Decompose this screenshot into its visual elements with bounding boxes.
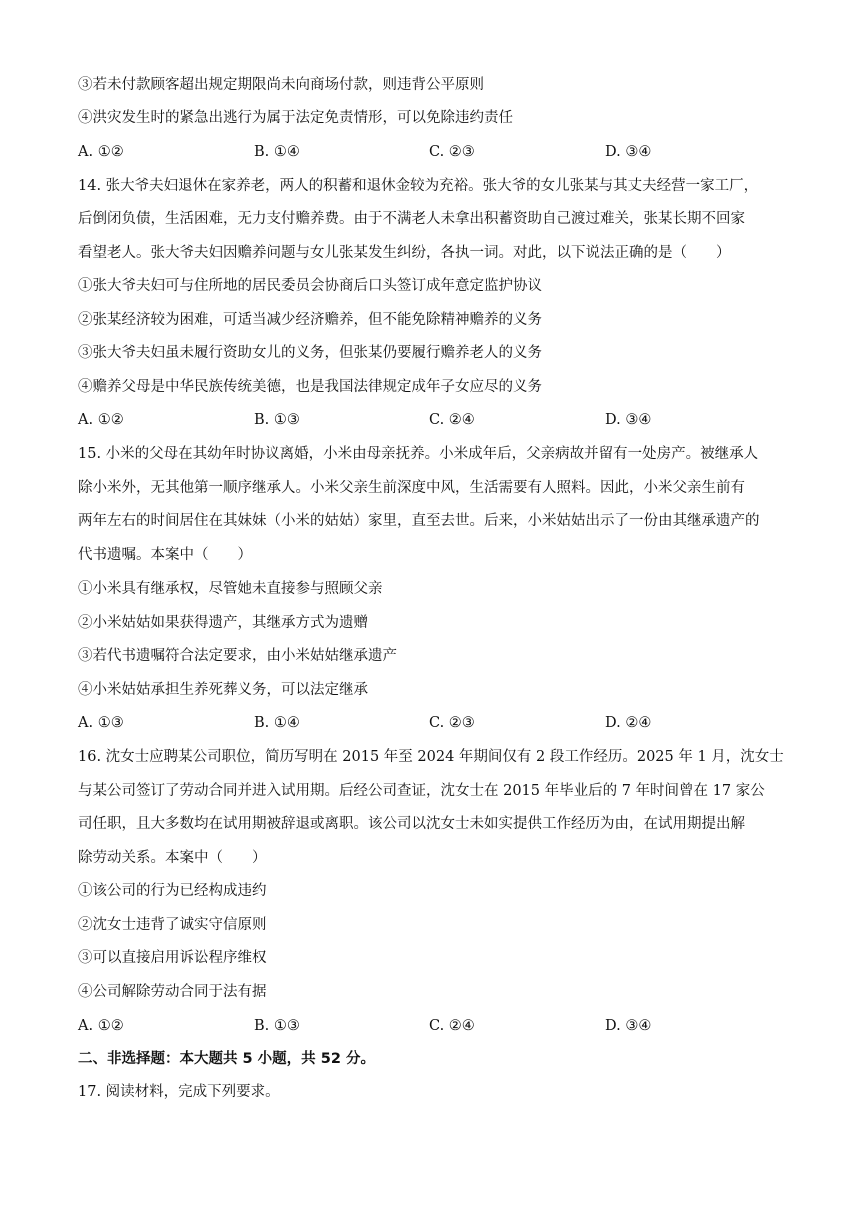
- q14-statement-1: ①张大爷夫妇可与住所地的居民委员会协商后口头签订成年意定监护协议: [78, 278, 542, 294]
- q16-option-a[interactable]: A. ①②: [78, 1018, 124, 1034]
- q14-option-d[interactable]: D. ③④: [605, 412, 652, 428]
- q17-prompt: 17. 阅读材料，完成下列要求。: [78, 1084, 280, 1100]
- q16-statement-4: ④公司解除劳动合同于法有据: [78, 984, 267, 1000]
- q16-statement-3: ③可以直接启用诉讼程序维权: [78, 950, 267, 966]
- q14-option-b[interactable]: B. ①③: [254, 412, 300, 428]
- q15-stem-line-3: 两年左右的时间居住在其妹妹（小米的姑姑）家里，直至去世。后来，小米姑姑出示了一份由其继承遗产的: [78, 513, 760, 529]
- q15-stem-line-4: 代书遗嘱。本案中（ ）: [78, 547, 252, 563]
- q16-option-c[interactable]: C. ②④: [429, 1018, 475, 1034]
- q14-option-a[interactable]: A. ①②: [78, 412, 124, 428]
- q15-option-c[interactable]: C. ②③: [429, 715, 475, 731]
- q14-statement-3: ③张大爷夫妇虽未履行资助女儿的义务，但张某仍要履行赡养老人的义务: [78, 345, 542, 361]
- q15-statement-2: ②小米姑姑如果获得遗产，其继承方式为遗赠: [78, 615, 368, 631]
- q15-statement-4: ④小米姑姑承担生养死葬义务，可以法定继承: [78, 682, 368, 698]
- q16-statement-1: ①该公司的行为已经构成违约: [78, 883, 267, 899]
- q15-stem-line-1: 15. 小米的父母在其幼年时协议离婚，小米由母亲抚养。小米成年后，父亲病故并留有一处房产。被继承人: [78, 446, 759, 462]
- q16-stem-line-2: 与某公司签订了劳动合同并进入试用期。后经公司查证，沈女士在 2015 年毕业后的 7 年时间曾在 17 家公: [78, 783, 765, 799]
- q16-stem-line-4: 除劳动关系。本案中（ ）: [78, 850, 267, 866]
- q13-statement-4: ④洪灾发生时的紧急出逃行为属于法定免责情形，可以免除违约责任: [78, 110, 513, 126]
- q15-options: [78, 713, 798, 733]
- q15-option-d[interactable]: D. ②④: [605, 715, 652, 731]
- q14-stem-line-3: 看望老人。张大爷夫妇因赡养问题与女儿张某发生纠纷，各执一词。对此，以下说法正确的是（ ）: [78, 245, 731, 261]
- q14-stem-line-2: 后倒闭负债，生活困难，无力支付赡养费。由于不满老人未拿出积蓄资助自己渡过难关，张某长期不回家: [78, 211, 745, 227]
- q16-stem-line-3: 司任职，且大多数均在试用期被辞退或离职。该公司以沈女士未如实提供工作经历为由，在试用期提出解: [78, 816, 745, 832]
- q14-statement-4: ④赡养父母是中华民族传统美德，也是我国法律规定成年子女应尽的义务: [78, 379, 542, 395]
- q16-option-d[interactable]: D. ③④: [605, 1018, 652, 1034]
- q14-option-c[interactable]: C. ②④: [429, 412, 475, 428]
- q14-stem-line-1: 14. 张大爷夫妇退休在家养老，两人的积蓄和退休金较为充裕。张大爷的女儿张某与其丈夫经营一家工厂，: [78, 178, 759, 194]
- q16-stem-line-1: 16. 沈女士应聘某公司职位，简历写明在 2015 年至 2024 年期间仅有 2 段工作经历。2025 年 1 月，沈女士: [78, 749, 784, 765]
- q15-option-b[interactable]: B. ①④: [254, 715, 300, 731]
- q13-options: [78, 142, 798, 162]
- q16-option-b[interactable]: B. ①③: [254, 1018, 300, 1034]
- section-2-heading: 二、非选择题：本大题共 5 小题，共 52 分。: [78, 1051, 375, 1067]
- q15-stem-line-2: 除小米外，无其他第一顺序继承人。小米父亲生前深度中风，生活需要有人照料。因此，小米父亲生前有: [78, 480, 745, 496]
- q16-statement-2: ②沈女士违背了诚实守信原则: [78, 917, 267, 933]
- q14-statement-2: ②张某经济较为困难，可适当减少经济赡养，但不能免除精神赡养的义务: [78, 312, 542, 328]
- q13-option-a[interactable]: A. ①②: [78, 144, 124, 160]
- q13-statement-3: ③若未付款顾客超出规定期限尚未向商场付款，则违背公平原则: [78, 77, 484, 93]
- q16-options: [78, 1016, 798, 1036]
- q15-option-a[interactable]: A. ①③: [78, 715, 124, 731]
- q13-option-b[interactable]: B. ①④: [254, 144, 300, 160]
- q13-option-c[interactable]: C. ②③: [429, 144, 475, 160]
- q15-statement-3: ③若代书遗嘱符合法定要求，由小米姑姑继承遗产: [78, 648, 397, 664]
- q15-statement-1: ①小米具有继承权，尽管她未直接参与照顾父亲: [78, 581, 383, 597]
- q14-options: [78, 410, 798, 430]
- q13-option-d[interactable]: D. ③④: [605, 144, 652, 160]
